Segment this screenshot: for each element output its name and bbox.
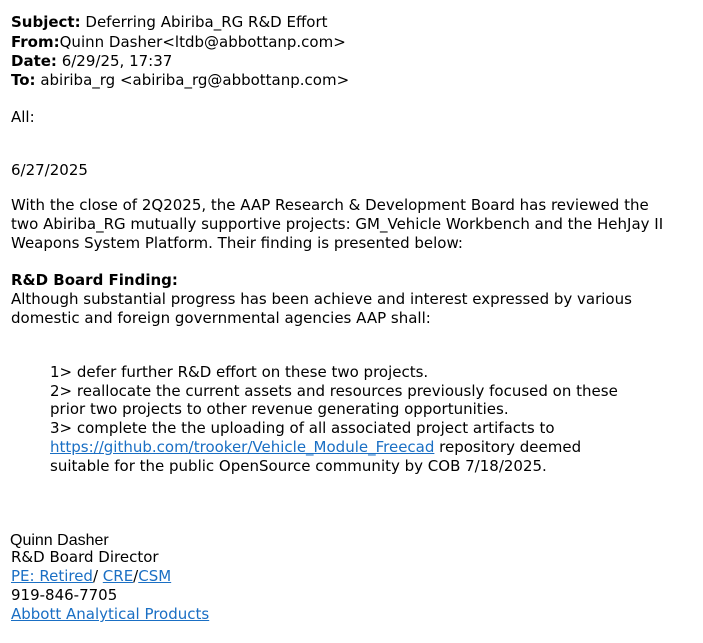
from-email[interactable]: <ltdb@abbottanp.com> [162, 33, 346, 51]
paragraph-1-line-1: With the close of 2Q2025, the AAP Research & Development Board has reviewed the [11, 196, 649, 214]
list-item-3-line-1: 3> complete the the uploading of all associated project artifacts to [50, 419, 555, 437]
signature-title: R&D Board Director [11, 548, 159, 566]
subject-label: Subject: [11, 13, 81, 31]
greeting: All: [11, 108, 35, 126]
company-link[interactable]: Abbott Analytical Products [11, 605, 210, 623]
date-value: 6/29/25, 17:37 [61, 52, 173, 70]
paragraph-2-line-1: Although substantial progress has been achieve and interest expressed by various [11, 290, 632, 308]
github-repo-link[interactable]: https://github.com/trooker/Vehicle_Module_Freecad [50, 438, 435, 456]
credential-separator-2: / [133, 567, 139, 585]
finding-heading: R&D Board Finding: [11, 271, 178, 289]
signature-phone: 919-846-7705 [11, 586, 118, 604]
credential-separator-1: / [92, 567, 103, 585]
body-date: 6/27/2025 [11, 161, 88, 179]
list-item-3-line-2 [50, 438, 581, 457]
to-value[interactable]: abiriba_rg <abiriba_rg@abbottanp.com> [40, 71, 350, 89]
subject-value: Deferring Abiriba_RG R&D Effort [85, 13, 328, 31]
date-label: Date: [11, 52, 57, 70]
credential-cre-link[interactable]: CRE [102, 567, 134, 585]
credential-csm-link[interactable]: CSM [138, 567, 172, 585]
from-line [11, 33, 346, 52]
list-item-1: 1> defer further R&D effort on these two projects. [50, 363, 429, 381]
list-item-3-after-link: repository deemed [434, 438, 582, 456]
paragraph-1-line-2: two Abiriba_RG mutually supportive projects: GM_Vehicle Workbench and the HehJay II [11, 215, 664, 233]
credential-pe-link[interactable]: PE: Retired [11, 567, 93, 585]
from-name: Quinn Dasher [59, 33, 163, 51]
to-line [11, 71, 349, 90]
paragraph-2-line-2: domestic and foreign governmental agencies AAP shall: [11, 309, 431, 327]
signature-name: Quinn Dasher [10, 532, 109, 549]
list-item-2-line-2: prior two projects to other revenue generating opportunities. [50, 400, 509, 418]
signature-company [11, 605, 209, 624]
subject-line [11, 13, 328, 32]
signature-credentials [11, 567, 171, 586]
list-item-3-line-3: suitable for the public OpenSource community by COB 7/18/2025. [50, 457, 547, 475]
from-label: From: [11, 33, 60, 51]
list-item-2-line-1: 2> reallocate the current assets and resources previously focused on these [50, 382, 618, 400]
paragraph-1-line-3: Weapons System Platform. Their finding is presented below: [11, 234, 463, 252]
to-label: To: [11, 71, 36, 89]
date-line [11, 52, 172, 71]
